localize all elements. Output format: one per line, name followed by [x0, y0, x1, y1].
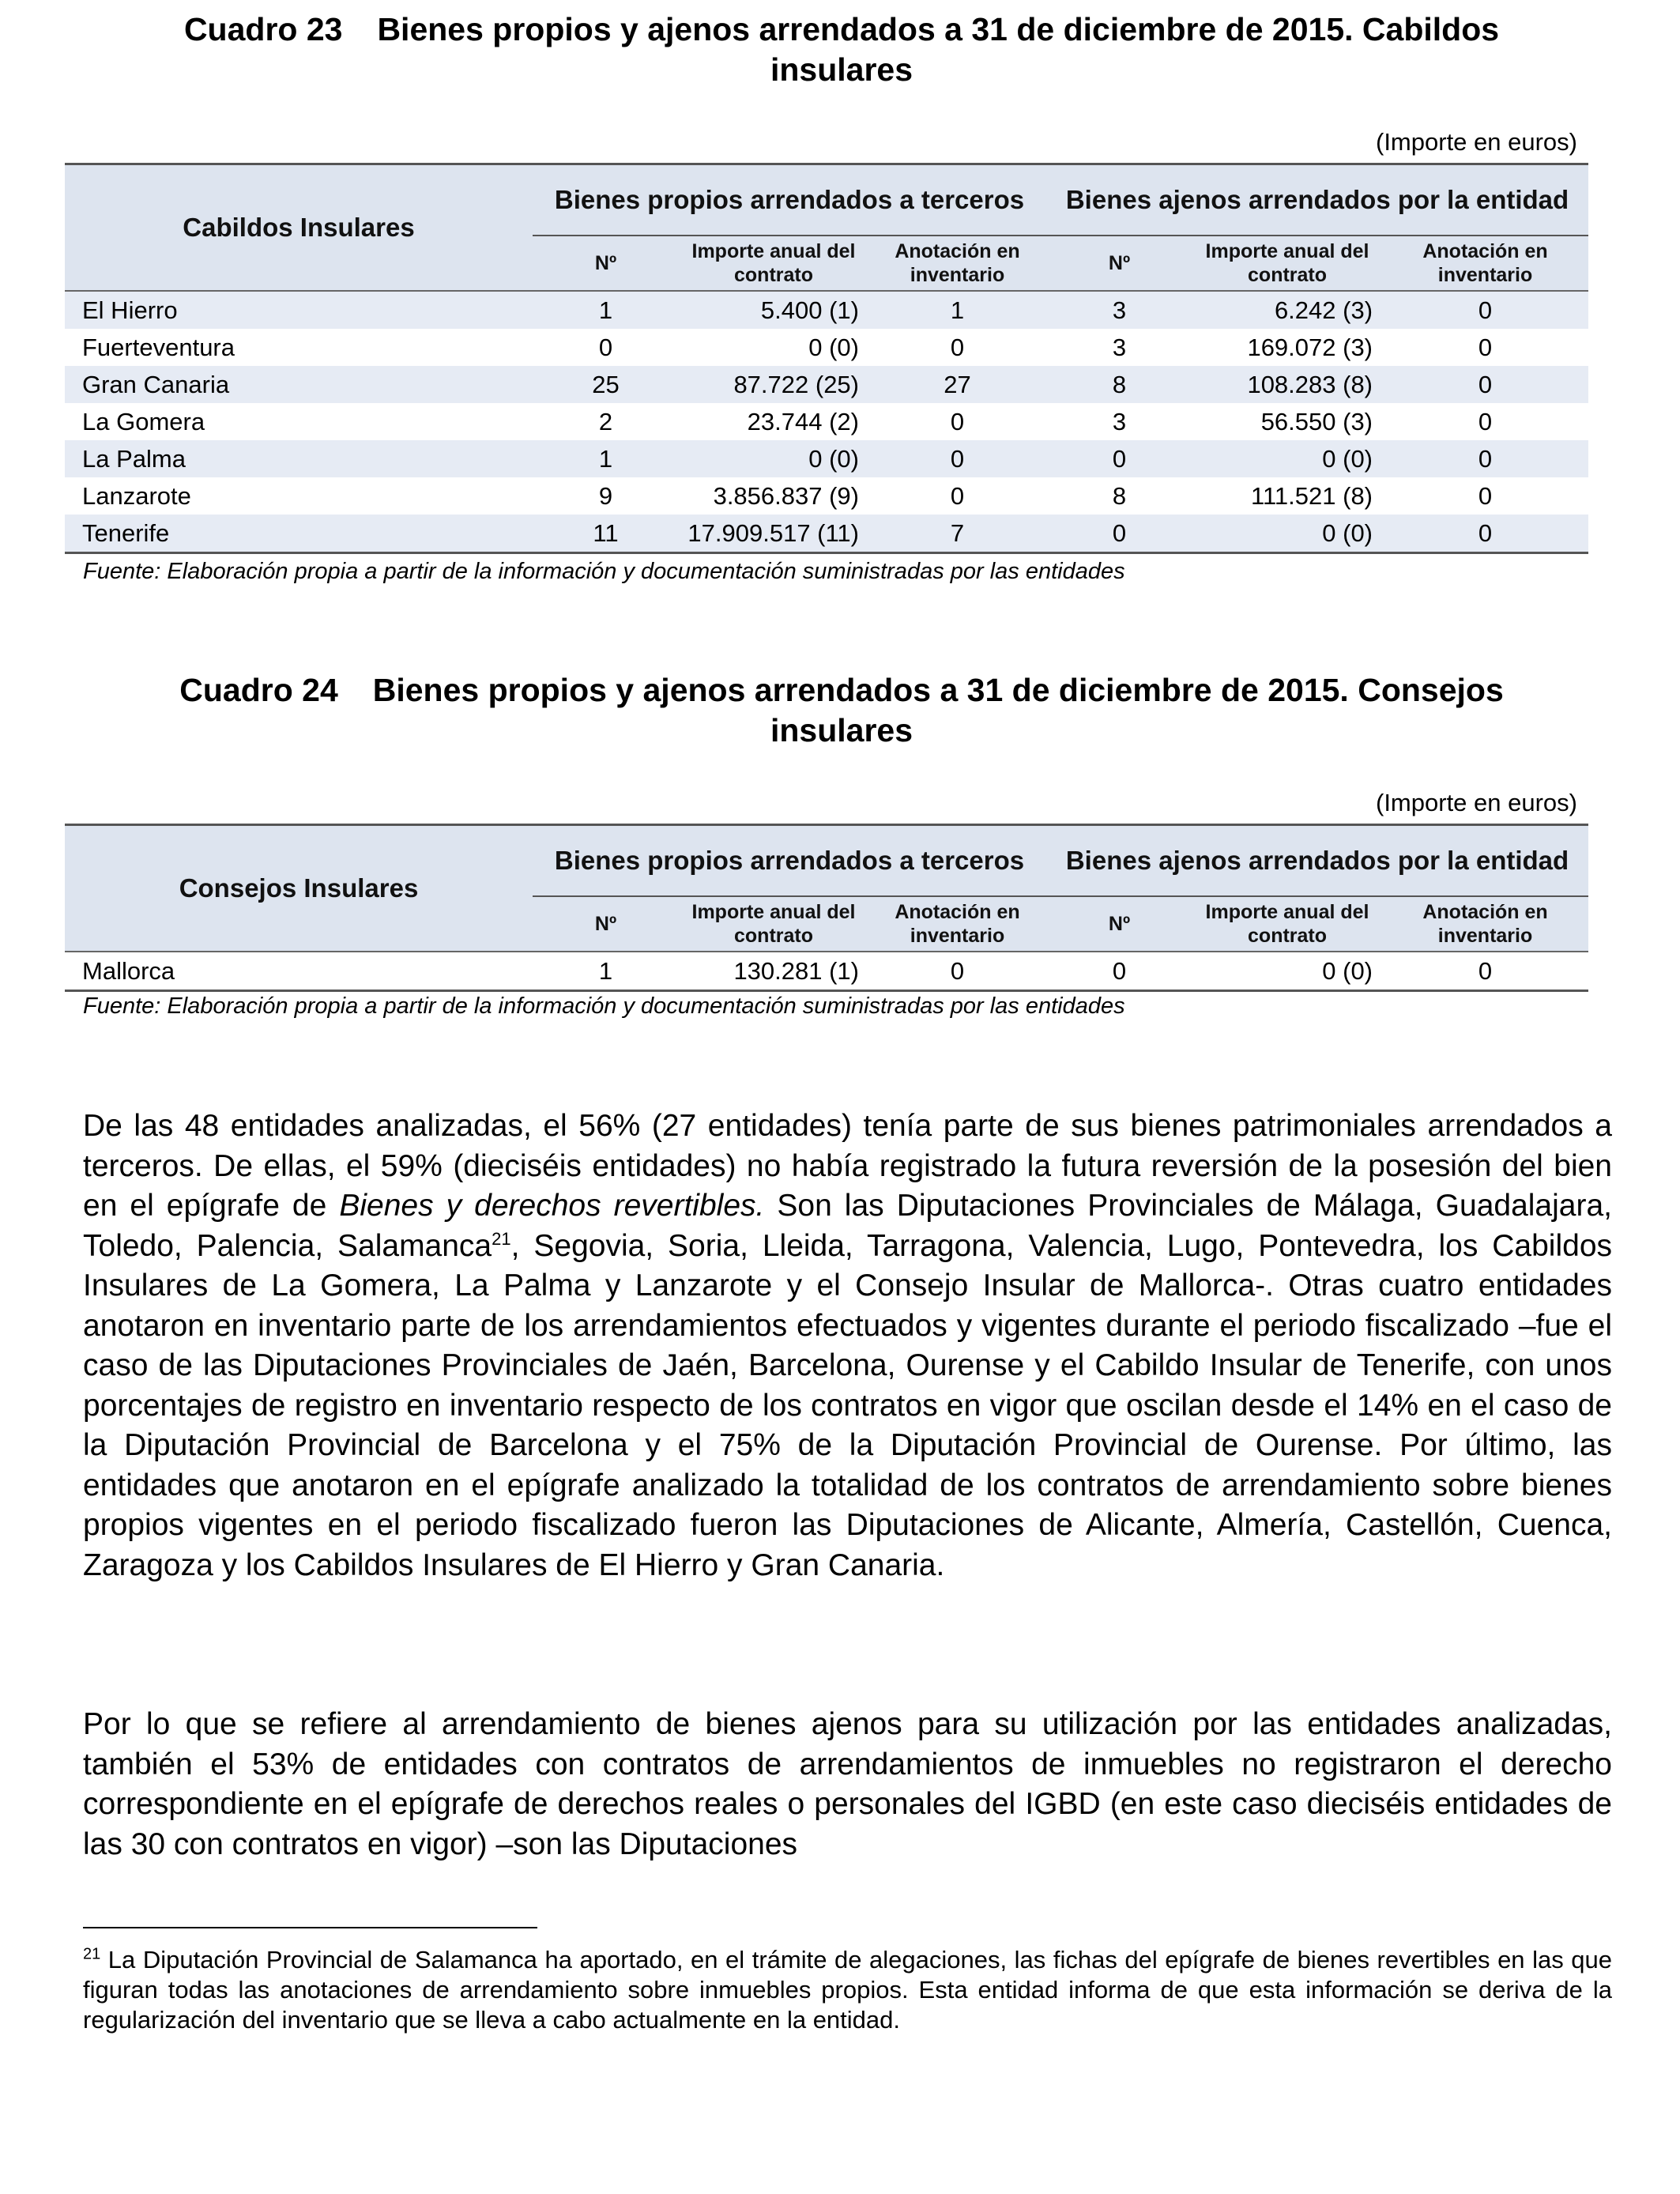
table2-entity-header: Consejos Insulares: [65, 825, 533, 952]
own-n: 1: [533, 440, 679, 477]
table1-sub-importe-others: Importe anual del contrato: [1192, 236, 1382, 291]
table2: [65, 824, 1588, 992]
own-importe: 23.744 (2): [747, 407, 859, 435]
row-name: Lanzarote: [82, 481, 191, 510]
table2-sub-importe-own: Importe anual del contrato: [679, 896, 868, 952]
table2-group-others-header: Bienes ajenos arrendados por la entidad: [1046, 825, 1588, 897]
others-importe: 6.242 (3): [1192, 291, 1382, 329]
own-anotacion: 0: [868, 440, 1046, 477]
row-name: Tenerife: [65, 515, 533, 553]
table1-number: Cuadro 23: [183, 11, 343, 47]
others-anotacion: 0: [1478, 481, 1493, 510]
others-anotacion: 0: [1478, 407, 1493, 435]
table2-sub-n-own: Nº: [533, 896, 679, 952]
others-n: 0: [1046, 515, 1192, 553]
row-name: Fuerteventura: [82, 333, 235, 361]
own-anotacion: 0: [950, 481, 965, 510]
own-importe: 3.856.837 (9): [713, 481, 859, 510]
paragraph1-part-b: Son las Diputaciones Provinciales de Málaga, Guadalajara, Toledo, Palencia, Salamanca: [83, 1189, 1612, 1263]
others-importe: 0 (0): [1192, 440, 1382, 477]
others-n: 3: [1112, 407, 1127, 435]
own-anotacion: 0: [950, 407, 965, 435]
table1-sub-importe-own: Importe anual del contrato: [679, 236, 868, 291]
table-row: [65, 440, 1588, 477]
table1-unit-note: (Importe en euros): [1376, 128, 1577, 156]
others-n: 8: [1112, 481, 1127, 510]
own-importe: 0 (0): [679, 440, 868, 477]
own-importe: 5.400 (1): [679, 291, 868, 329]
table1-group-own-header: Bienes propios arrendados a terceros: [533, 164, 1046, 236]
others-n: 0: [1046, 440, 1192, 477]
footnote-marker: 21: [83, 1945, 101, 1963]
table2-title: [119, 670, 1565, 751]
others-importe: 0 (0): [1192, 952, 1382, 991]
footnote-text: La Diputación Provincial de Salamanca ha aportado, en el trámite de alegaciones, las fichas del epígrafe de bienes revertibles en las que figuran todas las anotaciones de arrendamiento sobre inmuebles propios. Esta entidad informa de que esta información se deriva de la regularización del inventario que se lleva a cabo actualmente en la entidad.: [83, 1946, 1612, 2034]
table2-source: Fuente: Elaboración propia a partir de la información y documentación suministradas por las entidades: [83, 993, 1125, 1019]
table-row: [65, 515, 1588, 553]
own-importe: 130.281 (1): [679, 952, 868, 991]
paragraph1-part-a: De las 48 entidades analizadas, el 56% (27 entidades) tenía parte de sus bienes patrimoniales arrendados a terceros. De ellas, el 59% (dieciséis entidades) no había registrado la futura reversión de la posesión del bien en el epígrafe de: [83, 1109, 1612, 1223]
table1-sub-n-own: Nº: [533, 236, 679, 291]
others-anotacion: 0: [1382, 515, 1588, 553]
own-anotacion: 7: [868, 515, 1046, 553]
table2-sub-n-others: Nº: [1046, 896, 1192, 952]
own-importe: 17.909.517 (11): [679, 515, 868, 553]
others-n: 0: [1046, 952, 1192, 991]
own-importe: 0 (0): [808, 333, 859, 361]
table2-sub-importe-others: Importe anual del contrato: [1192, 896, 1382, 952]
others-anotacion: 0: [1382, 440, 1588, 477]
table2-sub-anotacion-own: Anotación en inventario: [868, 896, 1046, 952]
table1-sub-n-others: Nº: [1046, 236, 1192, 291]
table2-number: Cuadro 24: [179, 672, 338, 708]
body-paragraph-1: [83, 1106, 1612, 1585]
own-n: 0: [598, 333, 613, 361]
table1-sub-anotacion-others: Anotación en inventario: [1382, 236, 1588, 291]
table1-title-text: Bienes propios y ajenos arrendados a 31 de diciembre de 2015. Cabildos insulares: [377, 11, 1500, 88]
paragraph1-italic-term: Bienes y derechos revertibles.: [339, 1189, 765, 1223]
others-n: 3: [1112, 333, 1127, 361]
own-n: 9: [598, 481, 613, 510]
own-anotacion: 0: [868, 952, 1046, 991]
row-name: El Hierro: [65, 291, 533, 329]
table1-entity-header: Cabildos Insulares: [65, 164, 533, 292]
table1-sub-anotacion-own: Anotación en inventario: [868, 236, 1046, 291]
others-importe: 169.072 (3): [1247, 333, 1373, 361]
others-anotacion: 0: [1382, 952, 1588, 991]
body-paragraph-2: Por lo que se refiere al arrendamiento de bienes ajenos para su utilización por las entidades analizadas, también el 53% de entidades con contratos de arrendamientos de inmuebles no registraron el derecho correspondiente en el epígrafe de derechos reales o personales del IGBD (en este caso dieciséis entidades de las 30 con contratos en vigor) –son las Diputaciones: [83, 1707, 1612, 1861]
table1-group-others-header: Bienes ajenos arrendados por la entidad: [1046, 164, 1588, 236]
table2-unit-note: (Importe en euros): [1376, 789, 1577, 816]
table-row: [65, 329, 1588, 366]
own-anotacion: 27: [868, 366, 1046, 403]
table-row: [65, 366, 1588, 403]
own-anotacion: 0: [950, 333, 965, 361]
row-name: Mallorca: [65, 952, 533, 991]
table1-source: Fuente: Elaboración propia a partir de la información y documentación suministradas por las entidades: [83, 559, 1125, 584]
table2-sub-anotacion-others: Anotación en inventario: [1382, 896, 1588, 952]
own-n: 1: [533, 291, 679, 329]
own-importe: 87.722 (25): [679, 366, 868, 403]
others-importe: 0 (0): [1192, 515, 1382, 553]
others-importe: 56.550 (3): [1260, 407, 1373, 435]
others-importe: 108.283 (8): [1192, 366, 1382, 403]
table2-group-own-header: Bienes propios arrendados a terceros: [533, 825, 1046, 897]
own-n: 1: [533, 952, 679, 991]
others-importe: 111.521 (8): [1251, 481, 1373, 510]
others-anotacion: 0: [1382, 366, 1588, 403]
own-anotacion: 1: [868, 291, 1046, 329]
own-n: 2: [598, 407, 613, 435]
footnote-divider: [83, 1927, 537, 1928]
own-n: 11: [533, 515, 679, 553]
footnote: [83, 1945, 1612, 2035]
footnote-reference[interactable]: 21: [492, 1228, 511, 1249]
table1: [65, 163, 1588, 554]
paragraph1-part-c: , Segovia, Soria, Lleida, Tarragona, Valencia, Lugo, Pontevedra, los Cabildos Insulares de La Gomera, La Palma y Lanzarote y el Consejo Insular de Mallorca-. Otras cuatro entidades anotaron en inventario parte de los arrendamientos efectuados y vigentes durante el periodo fiscalizado –fue el caso de las Diputaciones Provinciales de Jaén, Barcelona, Ourense y el Cabildo Insular de Tenerife, con unos porcentajes de registro en inventario respecto de los contratos en vigor que oscilan desde el 14% en el caso de la Diputación Provincial de Barcelona y el 75% de la Diputación Provincial de Ourense. Por último, las entidades que anotaron en el epígrafe analizado la totalidad de los contratos de arrendamiento sobre bienes propios vigentes en el periodo fiscalizado fueron las Diputaciones de Alicante, Almería, Castellón, Cuenca, Zaragoza y los Cabildos Insulares de El Hierro y Gran Canaria.: [83, 1228, 1613, 1582]
others-n: 3: [1046, 291, 1192, 329]
row-name: La Palma: [65, 440, 533, 477]
others-n: 8: [1046, 366, 1192, 403]
row-name: Gran Canaria: [65, 366, 533, 403]
table-row: [65, 403, 1588, 440]
table-row: [65, 952, 1588, 991]
table1-title: [119, 9, 1565, 90]
others-anotacion: 0: [1478, 333, 1493, 361]
table-row: [65, 291, 1588, 329]
own-n: 25: [533, 366, 679, 403]
table-row: [65, 477, 1588, 515]
table2-title-text: Bienes propios y ajenos arrendados a 31 de diciembre de 2015. Consejos insulares: [372, 672, 1504, 748]
others-anotacion: 0: [1382, 291, 1588, 329]
row-name: La Gomera: [82, 407, 205, 435]
